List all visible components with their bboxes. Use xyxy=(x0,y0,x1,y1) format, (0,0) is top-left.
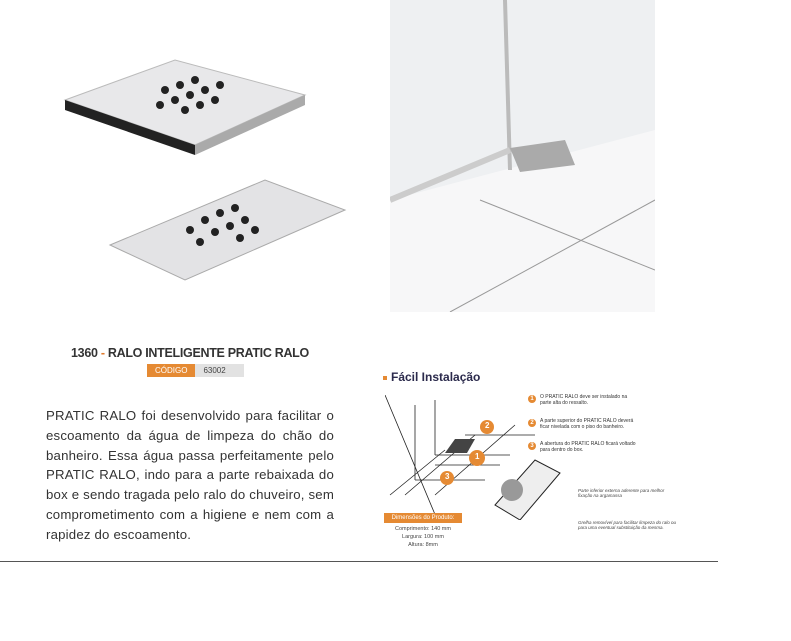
installation-diagram xyxy=(385,395,625,520)
diagram-marker-2: 2 xyxy=(485,421,490,430)
title-separator: - xyxy=(97,346,108,360)
code-label: CÓDIGO xyxy=(147,364,195,377)
note-removable-grate: Grelha removível para facilitar limpeza do ralo ou para uma eventual substituição da mesma. xyxy=(578,520,677,530)
diagram-marker-3: 3 xyxy=(445,472,450,481)
diagram-marker-1: 1 xyxy=(475,452,480,461)
product-code-badge xyxy=(147,364,244,377)
installation-heading: Fácil Instalação xyxy=(383,370,480,384)
note-bottom-surface: Parte inferior externa aderente para melhor fixação na argamassa xyxy=(578,488,665,498)
installed-drain-photo xyxy=(390,0,655,312)
step-text: A abertura do PRATIC RALO ficará voltado para dentro do box. xyxy=(540,441,636,453)
product-name: RALO INTELIGENTE PRATIC RALO xyxy=(107,346,309,360)
step-number: 3 xyxy=(528,442,536,450)
product-drain-images xyxy=(55,50,355,300)
step-number: 2 xyxy=(528,419,536,427)
dimensions-heading: Dimensões do Produto: xyxy=(384,513,462,523)
code-value: 63002 xyxy=(195,364,243,377)
page-divider xyxy=(0,561,718,562)
product-title xyxy=(60,346,320,360)
product-description: PRATIC RALO foi desenvolvido para facilitar o escoamento da água de limpeza do chão do banheiro. Essa água passa perfeitamente pelo PRATIC RALO, indo para a parte rebaixada do box e sendo tragada pelo ralo do chuveiro, sem comprometimento com a higiene e nem com a rapidez do escoamento. xyxy=(46,408,334,542)
product-number: 1360 xyxy=(71,346,98,360)
install-step-1 xyxy=(528,395,638,406)
install-step-2 xyxy=(528,419,638,430)
step-text: A parte superior do PRATIC RALO deverá ficar nivelada com o piso do banheiro. xyxy=(540,418,634,430)
dimension-height: Altura: 8mm xyxy=(408,542,438,548)
dimension-length: Comprimento: 140 mm xyxy=(395,526,451,532)
step-number: 1 xyxy=(528,395,536,403)
install-step-3 xyxy=(528,442,638,453)
dimension-width: Largura: 100 mm xyxy=(402,534,444,540)
step-text: O PRATIC RALO deve ser instalado na parte alta do ressalto. xyxy=(540,394,628,406)
